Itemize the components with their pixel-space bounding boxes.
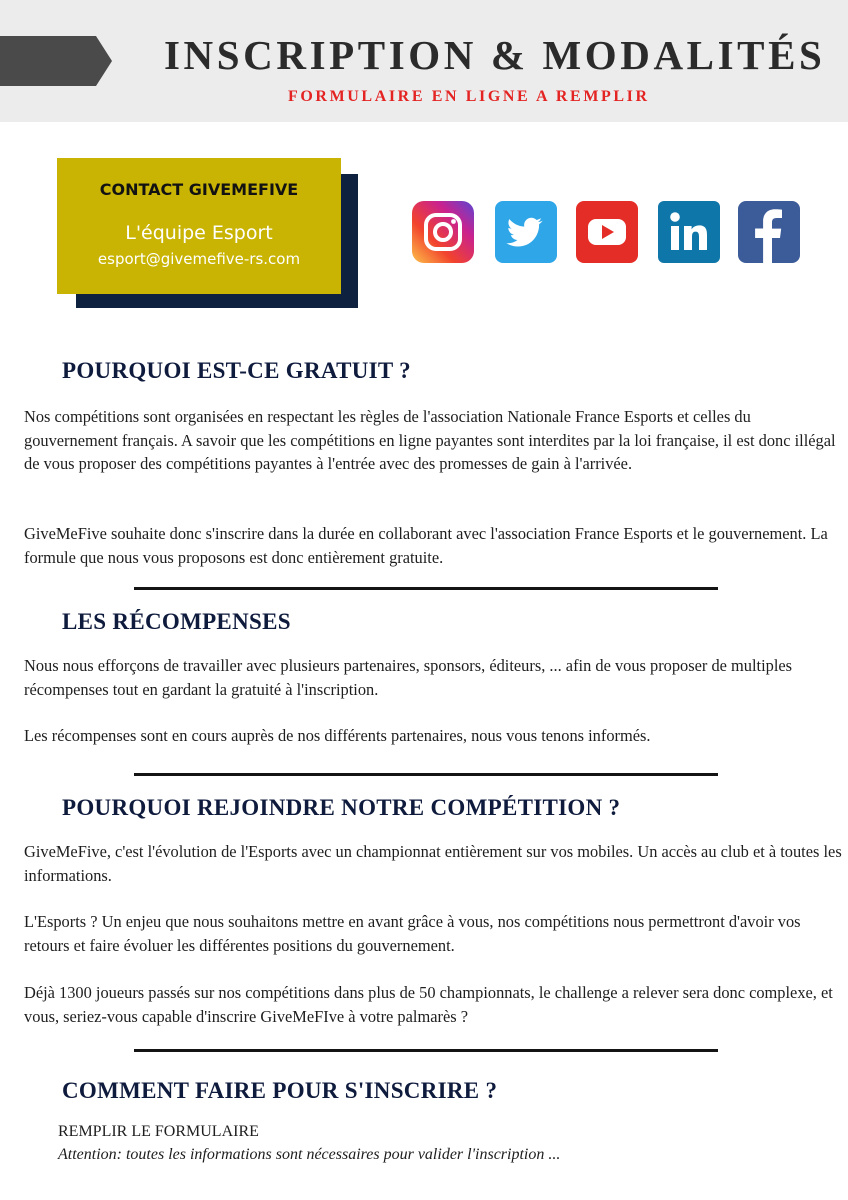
section-join-paragraph-1: GiveMeFive, c'est l'évolution de l'Esports avec un championnat entièrement sur vos mobiles. Un accès au club et à toutes les informations. (24, 842, 842, 885)
contact-email[interactable]: esport@givemefive-rs.com (97, 250, 301, 268)
youtube-icon[interactable] (576, 201, 638, 263)
section-title-rewards: LES RÉCOMPENSES (62, 609, 291, 634)
section-free-paragraph-2: GiveMeFive souhaite donc s'inscrire dans la durée en collaborant avec l'association France Esports et le gouvernement. La formule que nous vous proposons est donc entièrement gratuite. (24, 524, 828, 567)
signup-warning: Attention: toutes les informations sont nécessaires pour valider l'inscription ... (58, 1146, 561, 1163)
linkedin-icon[interactable] (658, 201, 720, 263)
section-divider (134, 1049, 718, 1052)
header-banner (0, 0, 848, 122)
page-subtitle: FORMULAIRE EN LIGNE A REMPLIR (288, 88, 650, 105)
facebook-icon[interactable] (738, 201, 800, 263)
section-title-signup: COMMENT FAIRE POUR S'INSCRIRE ? (62, 1078, 498, 1103)
section-join-paragraph-3: Déjà 1300 joueurs passés sur nos compétitions dans plus de 50 championnats, le challenge a relever sera donc complexe, et vous, seriez-vous capable d'inscrire GiveMeFIve à votre palmarès ? (24, 983, 833, 1026)
page-title: INSCRIPTION & MODALITÉS (164, 32, 826, 78)
section-rewards-paragraph-1: Nous nous efforçons de travailler avec plusieurs partenaires, sponsors, éditeurs, ... afin de vous proposer de multiples récompenses tout en gardant la gratuité à l'inscription. (24, 656, 793, 699)
arrow-decoration (0, 36, 112, 86)
signup-instruction: REMPLIR LE FORMULAIRE (58, 1123, 259, 1140)
instagram-icon[interactable] (412, 201, 474, 263)
section-divider (134, 773, 718, 776)
section-title-join: POURQUOI REJOINDRE NOTRE COMPÉTITION ? (62, 795, 621, 820)
section-title-free: POURQUOI EST-CE GRATUIT ? (62, 358, 411, 383)
social-icons (0, 201, 848, 265)
section-join-paragraph-2: L'Esports ? Un enjeu que nous souhaitons mettre en avant grâce à vous, nos compétitions nous permettront d'avoir vos retours et faire évoluer les différentes positions du gouvernement. (24, 912, 801, 955)
twitter-icon[interactable] (495, 201, 557, 263)
section-divider (134, 587, 718, 590)
contact-title: CONTACT GIVEMEFIVE (99, 180, 299, 199)
contact-team: L'équipe Esport (125, 222, 273, 244)
section-rewards-paragraph-2: Les récompenses sont en cours auprès de nos différents partenaires, nous vous tenons informés. (24, 726, 651, 745)
section-free-paragraph-1: Nos compétitions sont organisées en respectant les règles de l'association Nationale France Esports et celles du gouvernement français. A savoir que les compétitions en ligne payantes sont interdites par la loi française, il est donc illégal de vous proposer des compétitions payantes à l'entrée avec des promesses de gain à l'arrivée. (24, 407, 836, 473)
